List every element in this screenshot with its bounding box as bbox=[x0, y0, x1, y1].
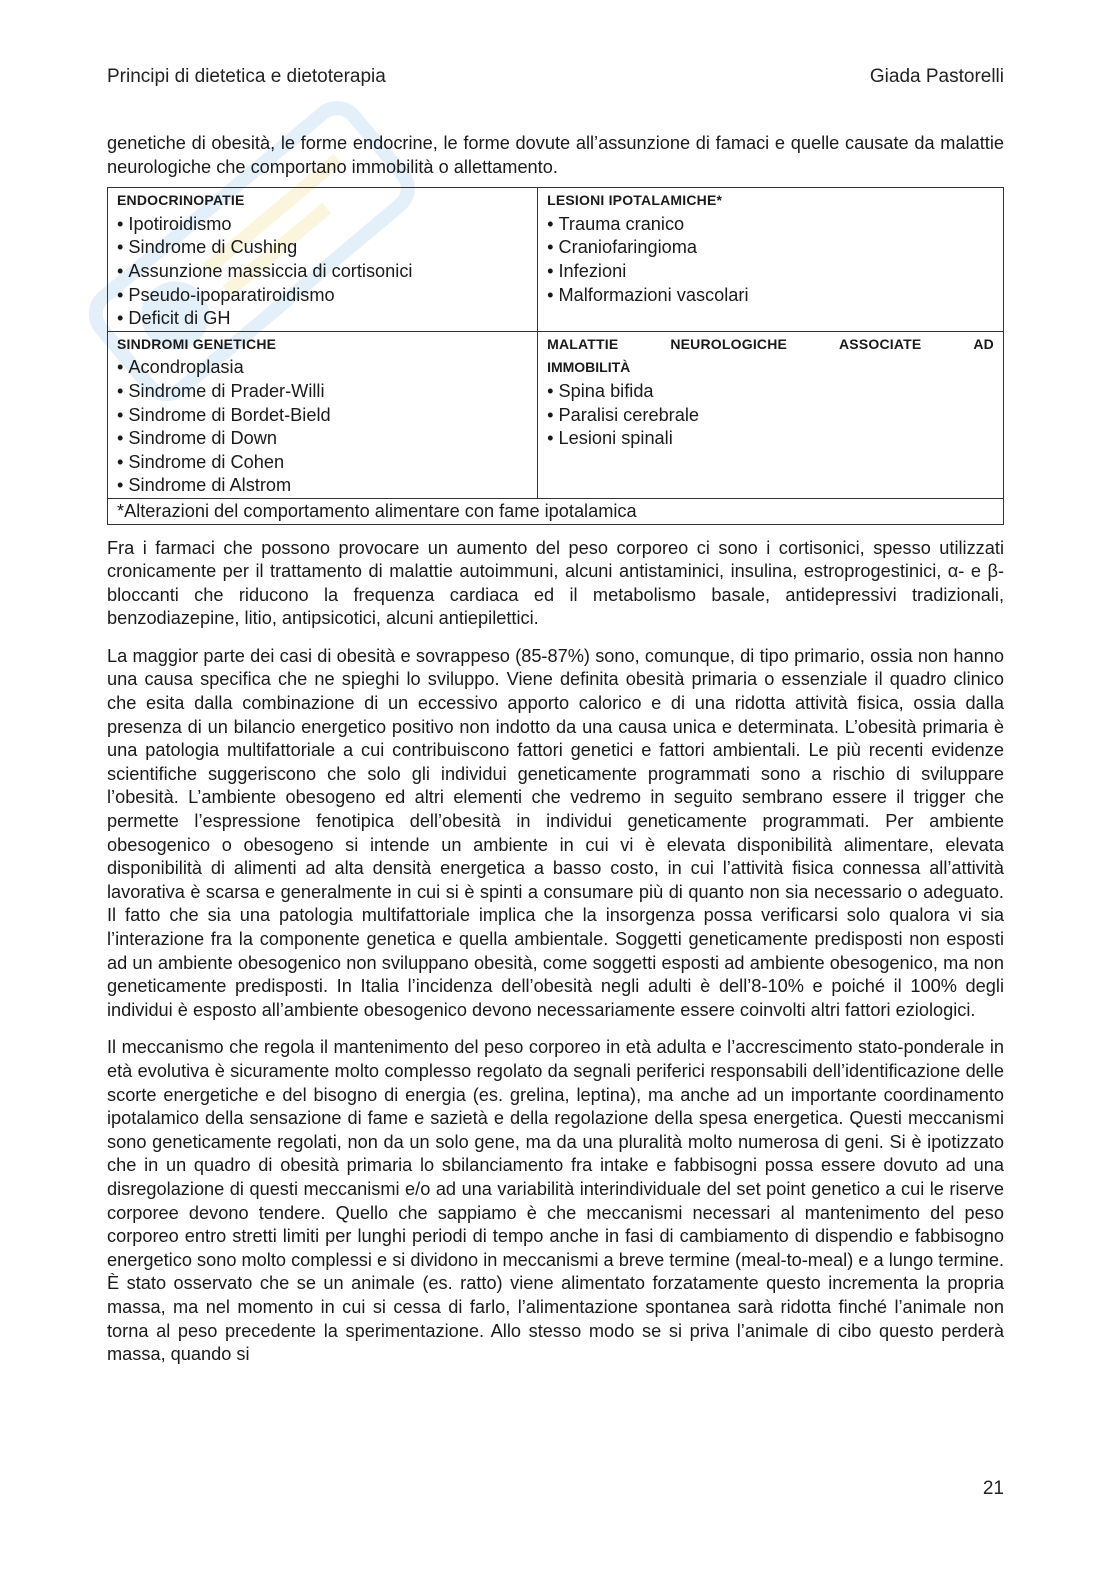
cell-malattie-neurologiche bbox=[538, 331, 1004, 498]
intro-paragraph: genetiche di obesità, le forme endocrine, le forme dovute all’assunzione di famaci e quelle causate da malattie neurologiche che comportano immobilità o allettamento. bbox=[107, 133, 1004, 177]
list-item: • Pseudo-ipoparatiroidismo bbox=[117, 284, 528, 308]
list-item: • Paralisi cerebrale bbox=[547, 404, 994, 428]
page-number: 21 bbox=[982, 1478, 1004, 1499]
page-content bbox=[107, 132, 1004, 1381]
secondary-obesity-causes-table bbox=[107, 187, 1004, 524]
category-title: ENDOCRINOPATIE bbox=[117, 192, 245, 209]
list-item: • Craniofaringioma bbox=[547, 236, 994, 260]
title-word: MALATTIE bbox=[547, 335, 619, 352]
title-word: ASSOCIATE bbox=[839, 335, 922, 352]
malattie-list bbox=[547, 380, 994, 451]
list-item: • Sindrome di Alstrom bbox=[117, 474, 528, 498]
list-item: • Deficit di GH bbox=[117, 307, 528, 331]
header-author: Giada Pastorelli bbox=[869, 66, 1004, 87]
paragraph-farmaci: Fra i farmaci che possono provocare un aumento del peso corporeo ci sono i cortisonici, spesso utilizzati cronicamente per il trattamento di malattie autoimmuni, alcuni antistaminici, insulina, estroprogestinici, α- e β-bloccanti che riducono la frequenza cardiaca ed il metabolismo basale, antidepressivi tradizionali, benzodiazepine, litio, antipsicotici, alcuni antiepilettici. bbox=[107, 537, 1004, 629]
list-item: • Acondroplasia bbox=[117, 356, 528, 380]
list-item: • Trauma cranico bbox=[547, 213, 994, 237]
title-word: AD bbox=[973, 335, 994, 352]
list-item: • Spina bifida bbox=[547, 380, 994, 404]
list-item: • Assunzione massiccia di cortisonici bbox=[117, 260, 528, 284]
page-header bbox=[107, 66, 1004, 88]
paragraph-meccanismo: Il meccanismo che regola il mantenimento del peso corporeo in età adulta e l’accrescimento stato-ponderale in età evolutiva è sicuramente molto complesso regolato da segnali periferici responsabili dell’identificazione delle scorte energetiche e del bisogno di energia (es. grelina, leptina), ma anche ad un importante coordinamento ipotalamico della sensazione di fame e sazietà e della regolazione della spesa energetica. Questi meccanismi sono geneticamente regolati, non da un solo gene, ma da una pluralità molto numerosa di geni. Si è ipotizzato che in un quadro di obesità primaria lo sbilanciamento fra intake e fabbisogni possa essere dovuto ad una disregolazione di questi meccanismi e/o ad una variabilità interindividuale del set point genetico a cui le riserve corporee devono tendere. Quello che sappiamo è che meccanismi necessari al mantenimento del peso corporeo entro stretti limiti per lunghi periodi di tempo anche in fasi di cambiamento di dispendio e fabbisogno energetico sono molto complessi e si dividono in meccanismi a breve termine (meal-to-meal) e a lungo termine. È stato osservato che se un animale (es. ratto) viene alimentato forzatamente questo incrementa la propria massa, ma nel momento in cui si cessa di farlo, l’alimentazione spontanea sarà ridotta finché l’animale non torna al peso precedente la sperimentazione. Allo stesso modo se si priva l’animale di cibo questo perderà massa, quando si bbox=[107, 1037, 1004, 1365]
list-item: • Infezioni bbox=[547, 260, 994, 284]
cell-endocrinopatie bbox=[108, 188, 538, 332]
list-item: • Sindrome di Cushing bbox=[117, 236, 528, 260]
list-item: • Sindrome di Cohen bbox=[117, 451, 528, 475]
category-title: SINDROMI GENETICHE bbox=[117, 335, 277, 352]
category-title bbox=[547, 333, 994, 357]
title-word: NEUROLOGICHE bbox=[670, 335, 788, 352]
cell-sindromi-genetiche bbox=[108, 331, 538, 498]
category-title-line2: IMMOBILITÀ bbox=[547, 359, 631, 376]
paragraph-obesita-primaria: La maggior parte dei casi di obesità e sovrappeso (85-87%) sono, comunque, di tipo primario, ossia non hanno una causa specifica che ne spieghi lo sviluppo. Viene definita obesità primaria o essenziale il quadro clinico che esita dalla combinazione di un eccessivo apporto calorico e di una ridotta attività fisica, ossia dalla presenza di un bilancio energetico positivo non indotto da una causa unica e determinata. L’obesità primaria è una patologia multifattoriale a cui contribuiscono fattori genetici e fattori ambientali. Le più recenti evidenze scientifiche suggeriscono che solo gli individui geneticamente programmati sono a rischio di sviluppare l’obesità. L’ambiente obesogeno ed altri elementi che vedremo in seguito sembrano essere il trigger che permette l’espressione fenotipica dell’obesità in individui geneticamente programmati. Per ambiente obesogenico o obesogeno si intende un ambiente in cui vi è elevata disponibilità alimentare, elevata disponibilità di alimenti ad alta densità energetica a basso costo, in cui l’attività fisica connessa all’attività lavorativa è scarsa e generalmente in cui si è spinti a consumare più di quanto non sia necessario o adeguato. Il fatto che sia una patologia multifattoriale implica che la insorgenza possa verificarsi solo qualora vi sia l’interazione fra la componente genetica e quella ambientale. Soggetti geneticamente predisposti non esposti ad un ambiente obesogenico non sviluppano obesità, come soggetti esposti ad ambiente obesogenico, ma non geneticamente predisposti. In Italia l’incidenza dell’obesità negli adulti è dell’8-10% e poiché il 100% degli individui è esposto all’ambiente obesogenico devono necessariamente essere coinvolti altri fattori eziologici. bbox=[107, 645, 1004, 1020]
list-item: • Sindrome di Down bbox=[117, 427, 528, 451]
list-item: • Sindrome di Bordet-Bield bbox=[117, 404, 528, 428]
list-item: • Malformazioni vascolari bbox=[547, 284, 994, 308]
lesioni-list bbox=[547, 213, 994, 307]
table-footnote: *Alterazioni del comportamento alimentare con fame ipotalamica bbox=[108, 498, 1004, 524]
header-course-title: Principi di dietetica e dietoterapia bbox=[107, 66, 386, 87]
endocrinopatie-list bbox=[117, 213, 528, 331]
list-item: • Ipotiroidismo bbox=[117, 213, 528, 237]
sindromi-list bbox=[117, 356, 528, 498]
category-title: LESIONI IPOTALAMICHE* bbox=[547, 192, 723, 209]
list-item: • Lesioni spinali bbox=[547, 427, 994, 451]
list-item: • Sindrome di Prader-Willi bbox=[117, 380, 528, 404]
cell-lesioni-ipotalamiche bbox=[538, 188, 1004, 332]
